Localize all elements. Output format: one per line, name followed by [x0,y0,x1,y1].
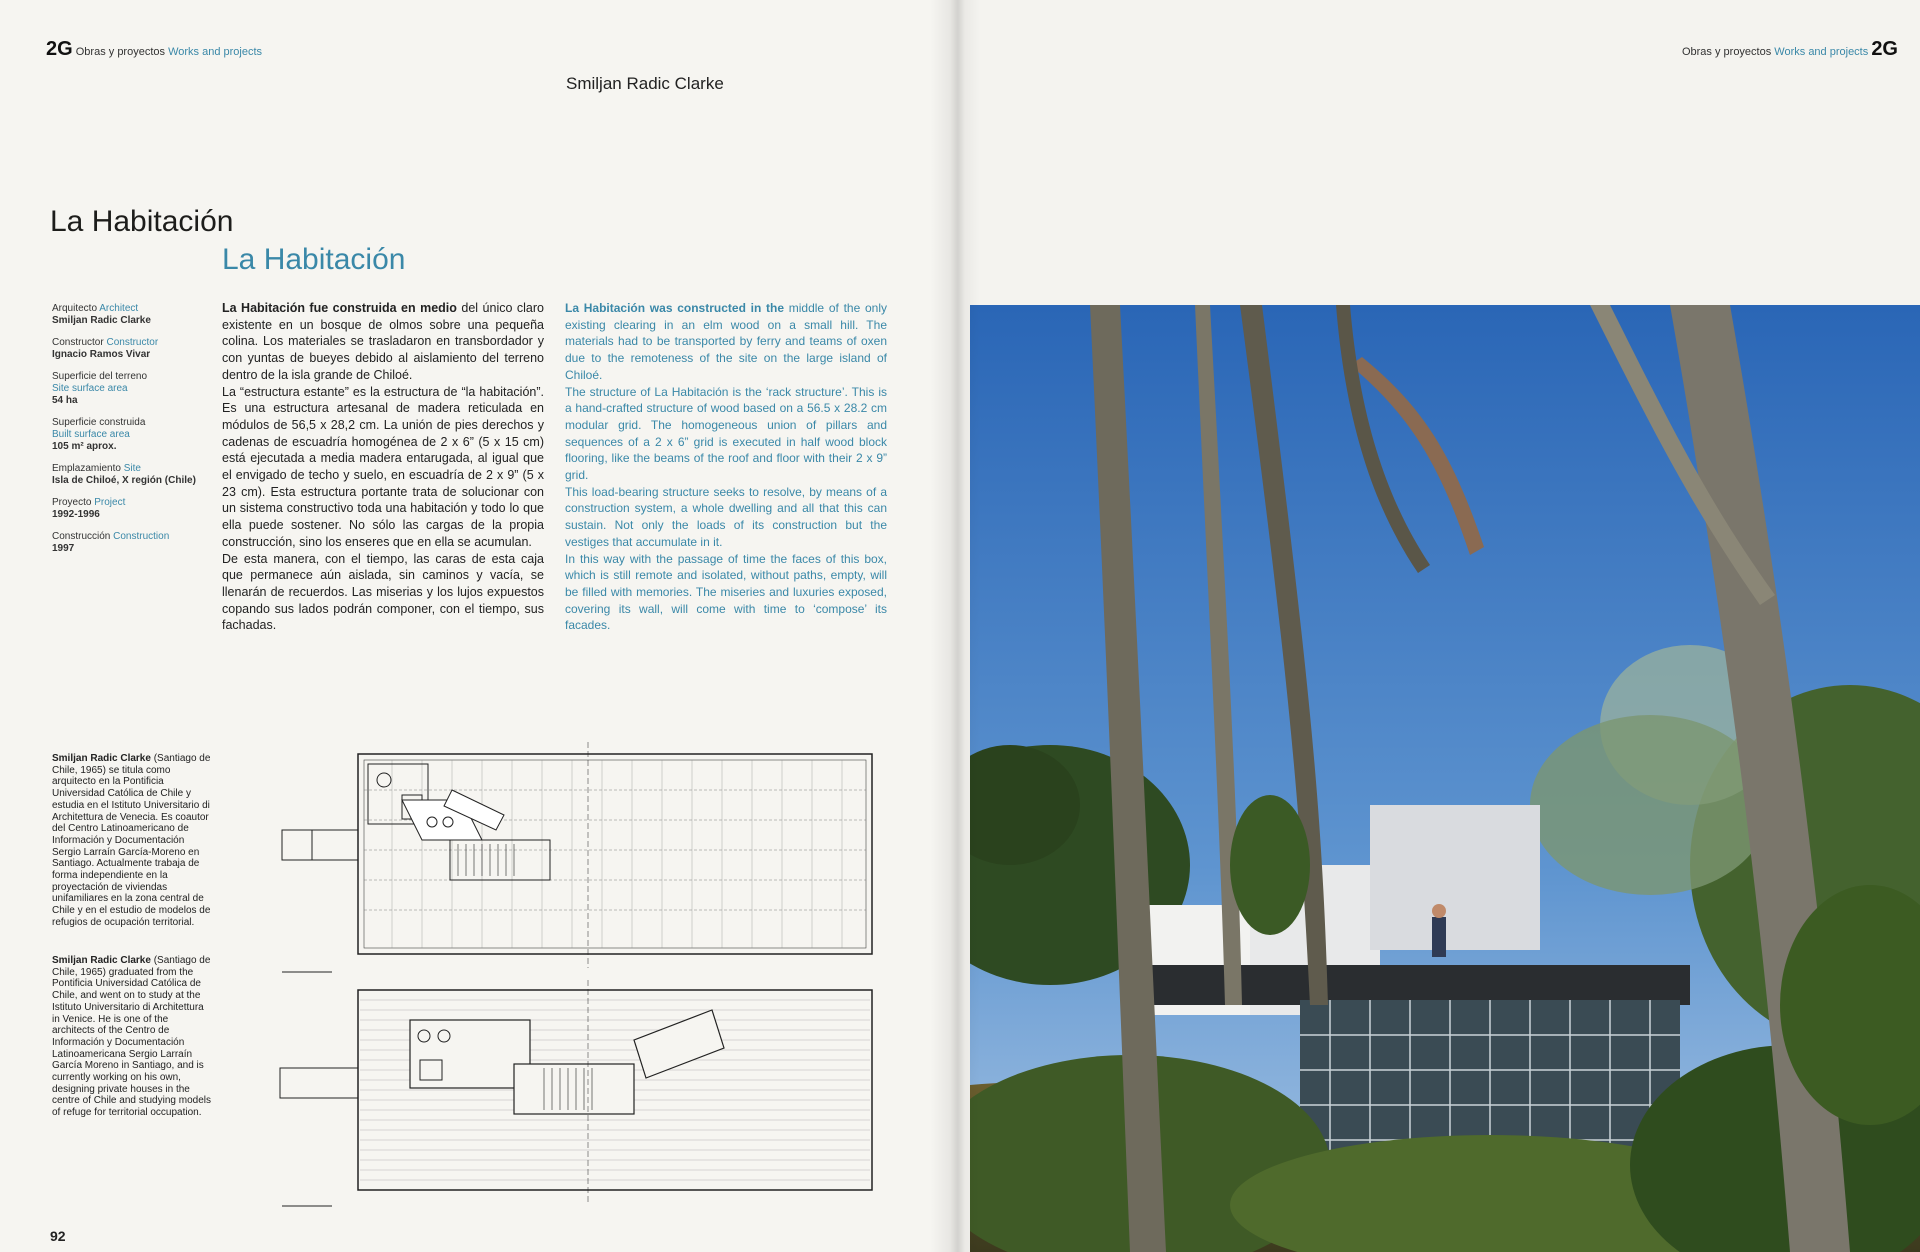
bio-text: (Santiago de Chile, 1965) graduated from the Pontificia Universidad Católica de Chile, and went on to study at the Istituto Universitario di Architettura in Venice. He is one of the architects of the Centro de Información y Documentación Latinoamericana Sergio Larraín García Moreno in Santiago, and is currently working on his own, designing private houses in the centre of Chile and studying models of refuge for territorial occupation. [52,955,211,1119]
credit-label: Construcción [52,531,111,542]
credit-built-area [52,417,207,453]
paragraph: This load-bearing structure seeks to resolve, by means of a construction system, a whole dwelling and all that this can sustain. Not only the loads of its construction but the vestiges that accumulate in it. [565,484,887,549]
bio-name: Smiljan Radic Clarke [52,753,151,764]
paragraph: In this way with the passage of time the faces of this box, which is still remote and isolated, without paths, empty, will be filled with memories. The miseries and luxuries exposed, covering its wall, will come with time to ‘compose’ its facades. [565,551,887,633]
paragraph: middle of the only existing clearing in an elm wood on a small hill. The materials had to be transported by ferry and teams of oxen due to the remoteness of the site on the large island of Chiloé. [565,301,888,382]
credit-label-en: Site [123,463,141,474]
credit-value: 1992-1996 [52,509,100,520]
body-text-english [565,300,887,634]
section-label-en: Works and projects [1774,46,1869,58]
house-in-forest-image [970,305,1920,1252]
page-number: 92 [50,1228,66,1244]
spine-shadow [930,0,980,1252]
credit-label-en: Architect [99,303,139,314]
title-spanish: La Habitación [50,205,234,238]
credit-label: Emplazamiento [52,463,121,474]
paragraph: The structure of La Habitación is the ‘rack structure’. This is a hand-crafted structure of wood based on a 56.5 x 28.2 cm modular grid. The homogeneous union of pillars and sequences of a 2 x 6” grid is executed in half wood block flooring, like the beams of the roof and floor with their 2 x 9” grid. [565,384,887,483]
floor-plan-upper [272,740,884,978]
credit-label-en: Site surface area [52,383,128,394]
credit-construction [52,531,207,555]
credit-value: Ignacio Ramos Vivar [52,349,151,360]
magazine-logo: 2G [46,38,73,60]
author-header: Smiljan Radic Clarke [566,74,724,93]
credit-label: Constructor [52,337,104,348]
credit-architect [52,303,207,327]
credit-value: 54 ha [52,395,78,406]
title-english: La Habitación [222,243,406,276]
credit-label-en: Construction [113,531,170,542]
section-label-en: Works and projects [168,46,263,58]
credit-label-en: Built surface area [52,429,130,440]
project-photograph [970,305,1920,1252]
credit-label: Superficie construida [52,417,146,428]
project-credits [52,303,207,565]
lead-in-es: La Habitación fue construida en medio [222,301,457,315]
credit-value: Isla de Chiloé, X región (Chile) [52,475,196,486]
left-page [0,0,958,1252]
lead-in-en: La Habitación was constructed in the [565,301,785,315]
left-running-header [46,38,262,61]
credit-value: 1997 [52,543,75,554]
right-running-header [1682,38,1898,61]
credit-value: Smiljan Radic Clarke [52,315,151,326]
credit-constructor [52,337,207,361]
credit-label: Proyecto [52,497,92,508]
architect-bio-spanish [52,753,212,929]
paragraph: La “estructura estante” es la estructura de “la habitación”. Es una estructura artesanal de madera reticulada en módulos de 56,5 x 28,2 cm. La unión de pies derechos y cadenas de escuadría homogénea de 2 x 6” (5 x 15 cm) está ejecutada a media madera entarugada, al igual que el envigado de techo y suelo, en escuadría de 2 x 9” (5 x 23 cm). Esta estructura portante trata de solucionar con un sistema constructivo toda una habitación y todo lo que ella puede sostener. No sólo las cargas de la propia construcción, sino los enseres que en ella se acumulan. [222,384,544,549]
section-label-es: Obras y proyectos [75,46,166,58]
body-text-spanish [222,300,544,634]
bio-name: Smiljan Radic Clarke [52,955,151,966]
section-label-es: Obras y proyectos [1681,46,1772,58]
paragraph: De esta manera, con el tiempo, las caras de esta caja que permanece aún aislada, sin caminos y vacía, se llenarán de recuerdos. Las miserias y los lujos expuestos copando sus lados podrán componer, con el tiempo, sus fachadas. [222,551,544,633]
floor-plan-lower [272,980,884,1212]
credit-project [52,497,207,521]
credit-label: Superficie del terreno [52,371,148,382]
credit-label: Arquitecto [52,303,98,314]
credit-label-en: Project [94,497,126,508]
magazine-logo: 2G [1871,38,1898,60]
credit-site [52,463,207,487]
bio-text: (Santiago de Chile, 1965) se titula como arquitecto en la Pontificia Universidad Católica de Chile y estudia en el Istituto Universitario di Architettura de Venecia. Es coautor del Centro Latinoamericano de Información y Documentación Sergio Larraín García-Moreno en Santiago. Actualmente trabaja de forma independiente en la proyectación de viviendas unifamiliares en la zona central de Chile y en el estudio de modelos de refugios de ocupación territorial. [52,753,211,928]
architect-bio-english [52,955,212,1119]
credit-label-en: Constructor [106,337,159,348]
paragraph: del único claro existente en un bosque de olmos sobre una pequeña colina. Los materiales se trasladaron en transbordador y con yuntas de bueyes debido al aislamiento del terreno dentro de la isla grande de Chiloé. [222,301,544,382]
credit-value: 105 m² aprox. [52,441,117,452]
credit-site-area [52,371,207,407]
